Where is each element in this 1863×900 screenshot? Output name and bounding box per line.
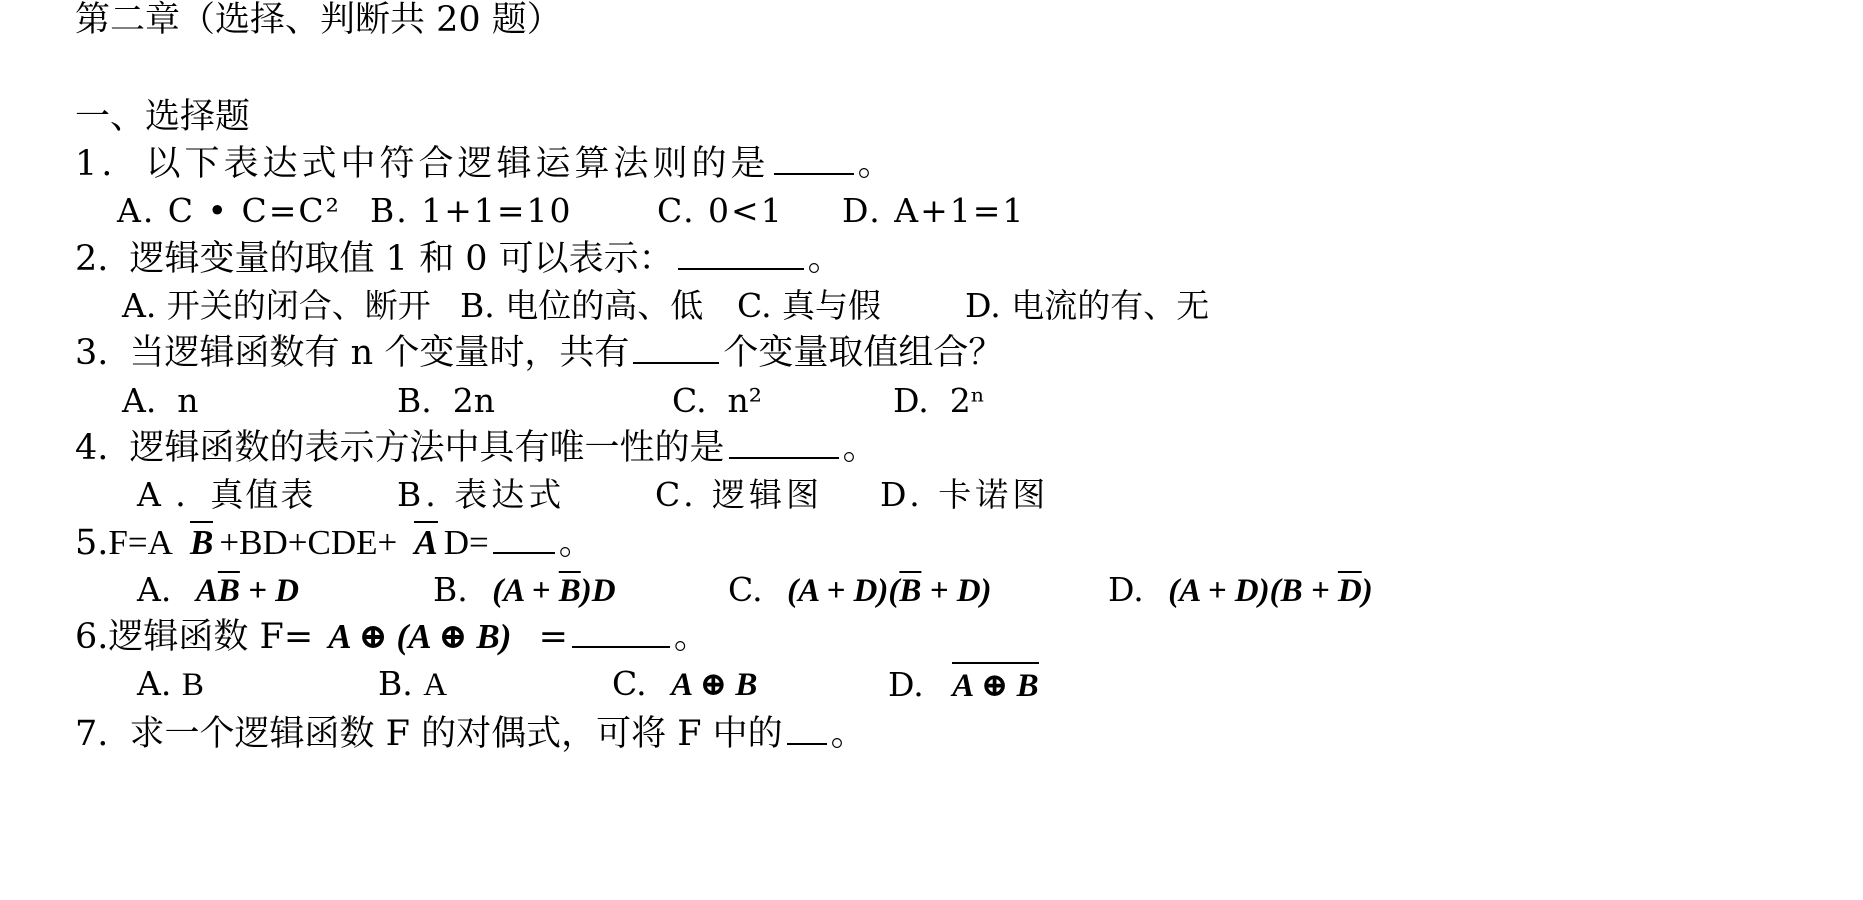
- equals-sign: =: [538, 617, 568, 657]
- question-2-stem: [75, 237, 843, 281]
- question-5-stem: [75, 521, 594, 565]
- chapter-title: 第二章（选择、判断共 20 题）: [75, 0, 562, 40]
- q5-option-c[interactable]: [728, 568, 992, 613]
- q6-option-c[interactable]: [612, 662, 757, 707]
- q3-option-c[interactable]: C. n²: [672, 381, 763, 420]
- answer-blank[interactable]: [729, 429, 839, 459]
- question-number: 1.: [75, 144, 117, 184]
- question-number: 5.: [75, 523, 109, 563]
- q1-option-c[interactable]: C. 0<1: [657, 191, 784, 230]
- option-formula-negated: A ⊕ B: [952, 662, 1038, 703]
- q6-option-d[interactable]: [888, 662, 1039, 707]
- question-end: 。: [558, 523, 594, 563]
- option-formula: $(A + \overline{B})D$: [492, 573, 616, 609]
- question-number: 7.: [75, 714, 109, 754]
- formula-a-bar: A: [414, 523, 438, 562]
- answer-blank[interactable]: [572, 618, 670, 648]
- q3-option-b[interactable]: B. 2n: [397, 381, 495, 420]
- question-end: 。: [842, 428, 878, 468]
- option-value: B: [181, 667, 204, 703]
- question-number: 2.: [75, 239, 109, 279]
- option-letter: D.: [1108, 570, 1144, 609]
- question-end: 。: [857, 144, 897, 184]
- question-text: 当逻辑函数有 n 个变量时，共有: [129, 333, 630, 373]
- question-text: 以下表达式中符合逻辑运算法则的是: [145, 144, 770, 184]
- option-letter: D.: [888, 665, 924, 704]
- option-value: A: [423, 667, 448, 703]
- question-7-stem: [75, 712, 866, 756]
- question-1-stem: [75, 142, 897, 186]
- q1-option-a[interactable]: A. C • C=C²: [117, 191, 341, 230]
- option-formula: $(A + D)(\overline{B} + D)$: [787, 573, 992, 609]
- option-formula: $A\overline{B} + D$: [195, 573, 299, 609]
- formula-b-bar: B: [190, 523, 214, 562]
- question-text: 逻辑函数 F=: [108, 617, 314, 657]
- stem-formula: A ⊕ (A ⊕ B): [328, 617, 512, 656]
- question-text: 逻辑函数的表示方法中具有唯一性的是: [129, 428, 725, 468]
- formula-suffix: D=: [443, 523, 489, 562]
- q2-option-d[interactable]: D. 电流的有、无: [965, 286, 1210, 325]
- q4-option-a[interactable]: A ．真值表: [137, 475, 316, 514]
- question-6-stem: [75, 615, 709, 659]
- option-letter: C.: [612, 664, 647, 703]
- question-end: 。: [807, 239, 843, 279]
- option-letter: A.: [137, 664, 172, 703]
- question-3-stem: [75, 331, 1003, 375]
- question-number: 3.: [75, 333, 109, 373]
- answer-blank[interactable]: [787, 715, 827, 745]
- answer-blank[interactable]: [493, 524, 555, 554]
- question-end: 个变量取值组合？: [723, 333, 1004, 373]
- q6-option-a[interactable]: [137, 662, 204, 707]
- q5-option-a[interactable]: [137, 568, 299, 613]
- question-end: 。: [830, 714, 866, 754]
- option-letter: A.: [137, 570, 172, 609]
- q4-option-b[interactable]: B. 表达式: [397, 475, 566, 514]
- q3-option-d[interactable]: D. 2ⁿ: [893, 381, 986, 420]
- answer-blank[interactable]: [678, 240, 804, 270]
- option-letter: C.: [728, 570, 763, 609]
- option-letter: B.: [433, 570, 468, 609]
- question-number: 6.: [75, 617, 109, 657]
- option-formula: $(A + D)(B + \overline{D})$: [1168, 573, 1373, 609]
- formula-middle: +BD+CDE+: [219, 523, 398, 562]
- question-text: 逻辑变量的取值 1 和 0 可以表示：: [129, 239, 674, 279]
- q4-option-d[interactable]: D. 卡诺图: [880, 475, 1050, 514]
- option-letter: B.: [378, 664, 413, 703]
- q5-option-d[interactable]: [1108, 568, 1373, 613]
- q2-option-b[interactable]: B. 电位的高、低: [460, 286, 704, 325]
- answer-blank[interactable]: [633, 334, 719, 364]
- option-formula: A ⊕ B: [671, 667, 758, 703]
- formula-prefix: F=A: [108, 523, 173, 562]
- q4-option-c[interactable]: C. 逻辑图: [655, 475, 824, 514]
- q5-option-b[interactable]: [433, 568, 616, 613]
- section-title: 一、选择题: [75, 97, 251, 137]
- q2-option-a[interactable]: A. 开关的闭合、断开: [122, 286, 431, 325]
- q2-option-c[interactable]: C. 真与假: [737, 286, 882, 325]
- question-4-stem: [75, 426, 878, 470]
- q6-option-b[interactable]: [378, 662, 447, 707]
- question-text: 求一个逻辑函数 F 的对偶式，可将 F 中的: [129, 714, 783, 754]
- q1-option-d[interactable]: D. A+1=1: [842, 191, 1026, 230]
- question-number: 4.: [75, 428, 109, 468]
- answer-blank[interactable]: [774, 145, 854, 175]
- q3-option-a[interactable]: A. n: [122, 381, 199, 420]
- q1-option-b[interactable]: B. 1+1=10: [370, 191, 573, 230]
- question-end: 。: [673, 617, 709, 657]
